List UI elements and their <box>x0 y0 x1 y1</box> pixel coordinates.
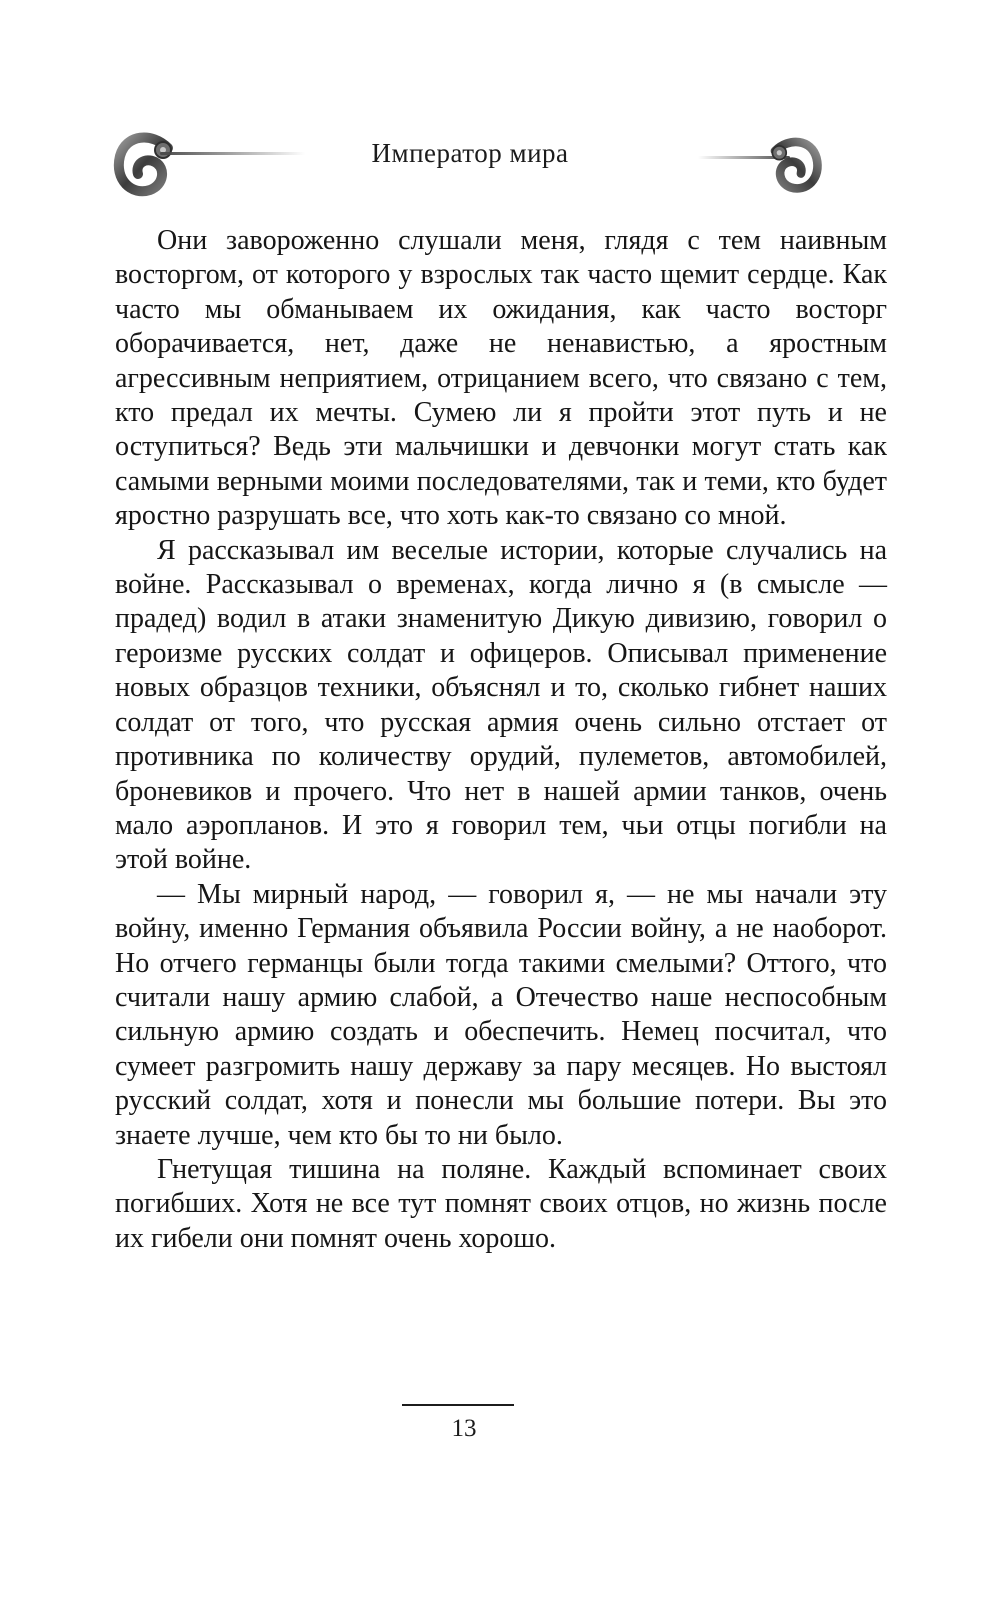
paragraph: Я рассказывал им веселые истории, которые случались на войне. Рассказывал о временах, когда лично я (в смысле — прадед) водил в атаки знаменитую Дикую дивизию, говорил о героизме русских солдат и офицеров. Описывал применение новых образцов техники, объяснял и то, сколько гибнет наших солдат от того, что русская армия очень сильно отстает от противника по количеству орудий, пулеметов, автомобилей, броневиков и прочего. Что нет в нашей армии танков, очень мало аэропланов. И это я говорил тем, чьи отцы погибли на этой войне. <box>115 534 887 876</box>
footer-rule <box>402 1404 514 1406</box>
paragraph: Гнетущая тишина на поляне. Каждый вспоминает своих погибших. Хотя не все тут помнят своих отцов, но жизнь после их гибели они помнят очень хорошо. <box>115 1153 887 1254</box>
flourish-right-icon <box>762 132 826 201</box>
page-header <box>0 126 1000 200</box>
body-text <box>115 224 887 1256</box>
page-number: 13 <box>451 1415 477 1442</box>
running-title: Император мира <box>371 138 569 168</box>
page-footer <box>0 1404 1000 1443</box>
paragraph: — Мы мирный народ, — говорил я, — не мы начали эту войну, именно Германия объявила России войну, а не наоборот. Но отчего германцы были тогда такими смелыми? Оттого, что считали нашу армию слабой, а Отечество наше неспособным сильную армию создать и обеспечить. Немец посчитал, что сумеет разгромить нашу державу за пару месяцев. Но выстоял русский солдат, хотя и понесли мы большие потери. Вы это знаете лучше, чем кто бы то ни было. <box>115 878 887 1151</box>
paragraph: Они завороженно слушали меня, глядя с тем наивным восторгом, от которого у взрослых так часто щемит сердце. Как часто мы обманываем их ожидания, как часто восторг оборачивается, нет, даже не ненавистью, а яростным агрессивным неприятием, отрицанием всего, что связано с тем, кто предал их мечты. Сумею ли я пройти этот путь и не оступиться? Ведь эти мальчишки и девчонки могут стать как самыми верными моими последователями, так и теми, кто будет яростно разрушать все, что хоть как-то связано со мной. <box>115 225 887 532</box>
